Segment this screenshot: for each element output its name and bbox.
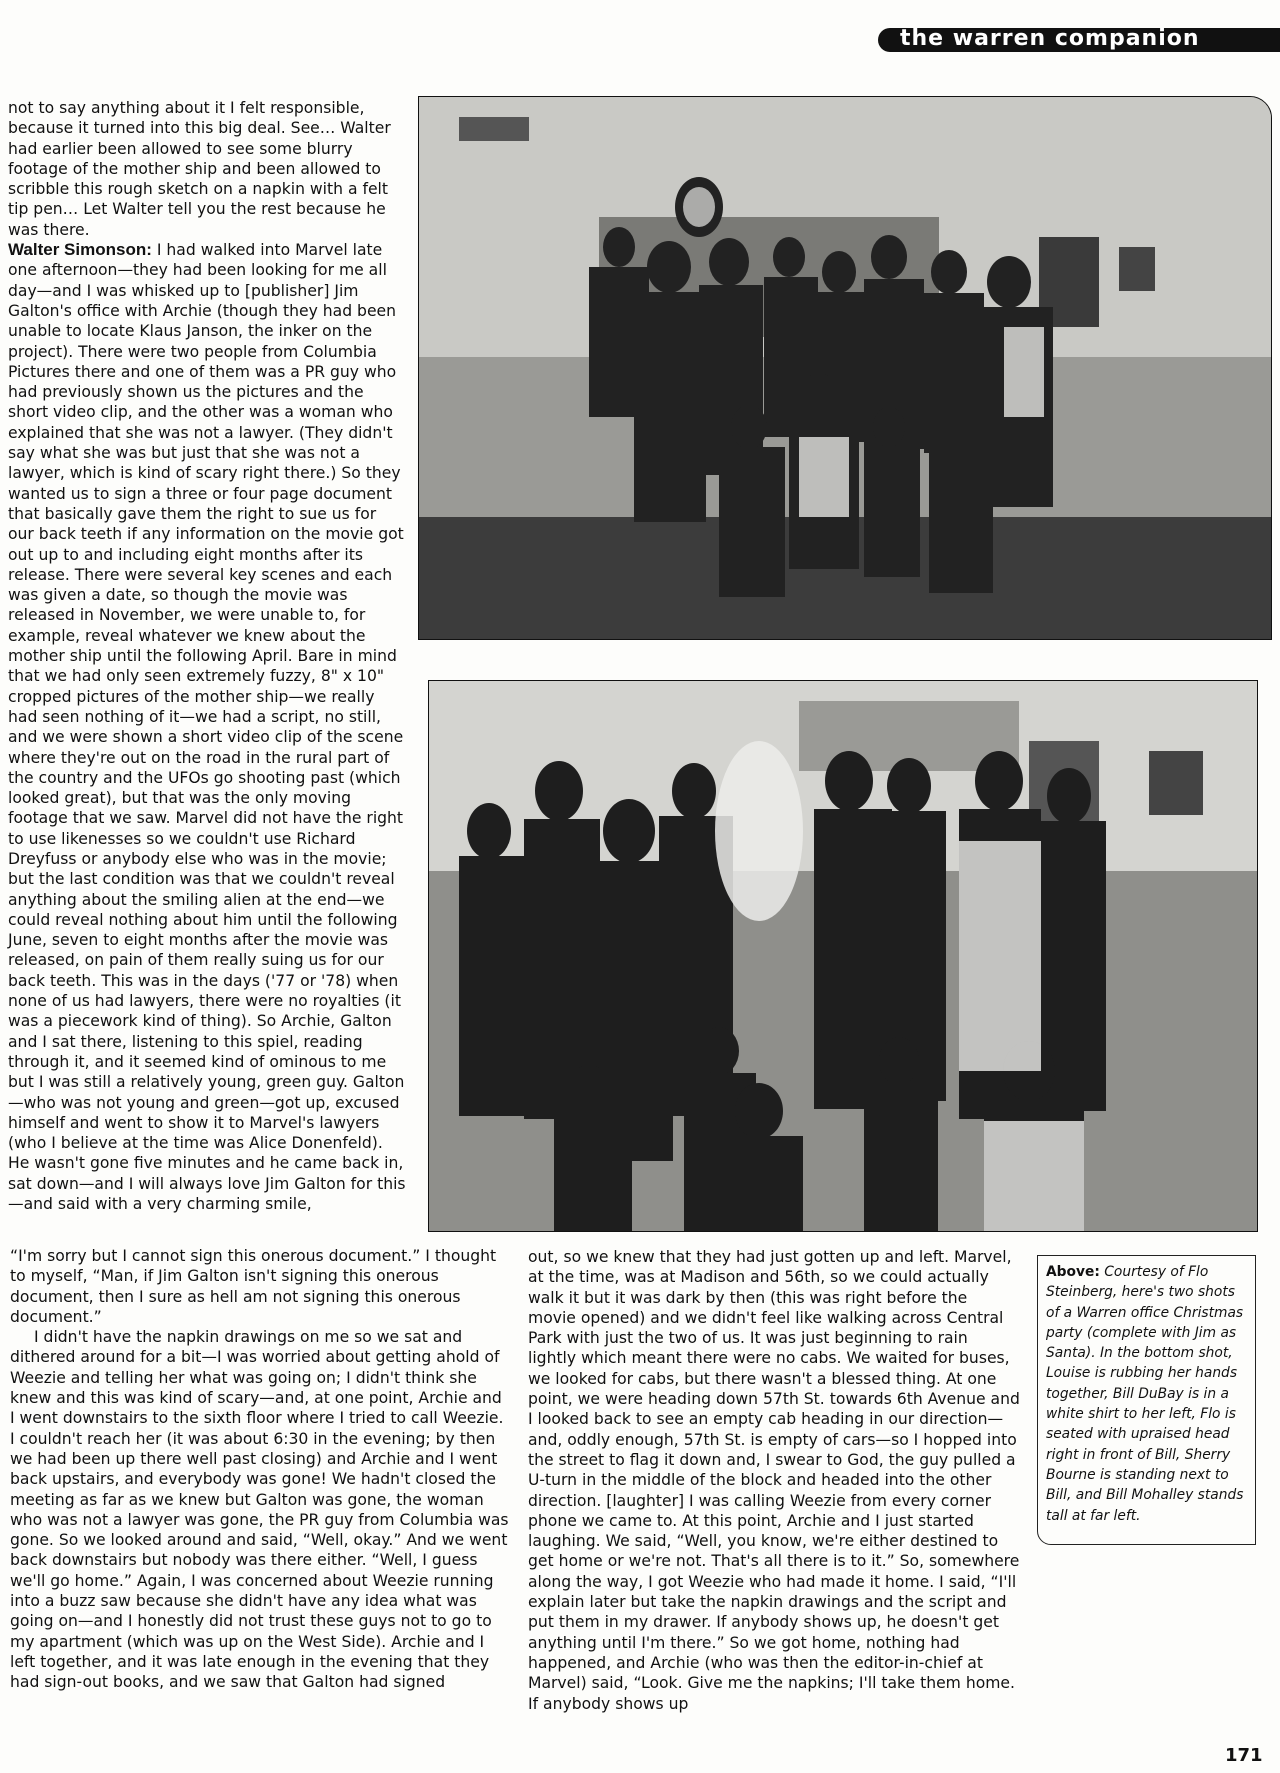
speech-paragraph [8, 240, 406, 1214]
column-2 [528, 1247, 1020, 1714]
column-1-top [8, 98, 406, 1214]
photo-christmas-party-top [418, 96, 1272, 640]
intro-paragraph: not to say anything about it I felt responsible, because it turned into this big deal. See… Walter had earlier been allowed to see some blurry footage of the mother ship and been allowed to scribble this rough sketch on a napkin with a felt tip pen… Let Walter tell you the rest because he was there. [8, 99, 391, 239]
running-header: the warren companion [900, 26, 1200, 51]
page-number: 171 [1225, 1745, 1263, 1766]
photo-caption [1037, 1255, 1256, 1545]
quote-paragraph: “I'm sorry but I cannot sign this onerous document.” I thought to myself, “Man, if Jim Galton isn't signing this onerous document, then I sure as hell am not signing this onerous document.” [10, 1247, 497, 1326]
photo-christmas-party-bottom [428, 680, 1258, 1232]
continuation-paragraph: out, so we knew that they had just gotten up and left. Marvel, at the time, was at Madison and 56th, so we could actually walk it but it was dark by then (this was right before the movie opened) and we didn't feel like walking across Central Park with just the two of us. It was just beginning to rain lightly which meant there were no cabs. We waited for buses, we looked for cabs, but there wasn't a blessed thing. At one point, we were heading down 57th St. towards 6th Avenue and I looked back to see an empty cab heading in our direction—and, oddly enough, 57th St. is empty of cars—so I hopped into the street to flag it down and, I swear to God, the guy pulled a U-turn in the middle of the block and headed into the other direction. [laughter] I was calling Weezie from every corner phone we came to. At this point, Archie and I just started laughing. We said, “Well, you know, we're either destined to get home or we're not. That's all there is to it.” So, somewhere along the way, I got Weezie who had made it home. I said, “I'll explain later but take the napkin drawings and the script and put them in my drawer. If anybody shows up, he doesn't get anything until I'm there.” So we got home, nothing had happened, and Archie (who was then the editor-in-chief at Marvel) said, “Look. Give me the napkins; I'll take them home. If anybody shows up [528, 1248, 1020, 1713]
speaker-name: Walter Simonson: [8, 240, 152, 260]
caption-label: Above: [1046, 1264, 1100, 1280]
napkin-paragraph: I didn't have the napkin drawings on me so we sat and dithered around for a bit—I was worried about getting ahold of Weezie and telling her what was going on; I didn't think she knew and this was kind of scary—and, at one point, Archie and I went downstairs to the sixth floor where I tried to call Weezie. I couldn't reach her (it was about 6:30 in the evening; by then we had been up there well past closing) and Archie and I went back upstairs, and everybody was gone! We hadn't closed the meeting as far as we knew but Galton was gone, the woman who was not a lawyer was gone, the PR guy from Columbia was gone. So we looked around and said, “Well, okay.” And we went back downstairs but nobody was there either. “Well, I guess we'll go home.” Again, I was concerned about Weezie running into a buzz saw because she didn't have any idea what was going on—and I honestly did not trust these guys not to go to my apartment (which was up on the West Side). Archie and I left together, and it was late enough in the evening that they had sign-out books, and we saw that Galton had signed [10, 1328, 509, 1692]
column-1-bottom [10, 1246, 510, 1693]
caption-text: Courtesy of Flo Steinberg, here's two shots of a Warren office Christmas party (complete with Jim as Santa). In the bottom shot, Louise is rubbing her hands together, Bill DuBay is in a white shirt to her left, Flo is seated with upraised head right in front of Bill, Sherry Bourne is standing next to Bill, and Bill Mohalley stands tall at far left. [1046, 1264, 1244, 1524]
speech-text: I had walked into Marvel late one afternoon—they had been looking for me all day—and I was whisked up to [publisher] Jim Galton's office with Archie (though they had been unable to locate Klaus Janson, the inker on the project). There were two people from Columbia Pictures there and one of them was a PR guy who had previously shown us the pictures and the short video clip, and the other was a woman who explained that she was not a lawyer. (They didn't say what she was but just that she was not a lawyer, which is kind of scary right there.) So they wanted us to sign a three or four page document that basically gave them the right to sue us for our back teeth if any information on the movie got out up to and including eight months after its release. There were several key scenes and each was given a date, so though the movie was released in November, we were unable to, for example, reveal whatever we knew about the mother ship until the following April. Bare in mind that we had only seen extremely fuzzy, 8" x 10" cropped pictures of the mother ship—we really had seen nothing of it—we had a script, no still, and we were shown a short video clip of the scene where they're out on the road in the rural part of the country and the UFOs go shooting past (which looked great), but that was the only moving footage that we saw. Marvel did not have the right to use likenesses so we couldn't use Richard Dreyfuss or anybody else who was in the movie; but the last condition was that we couldn't reveal anything about the smiling alien at the end—we could reveal nothing about him until the following June, seven to eight months after the movie was released, on pain of them really suing us for our back teeth. This was in the days ('77 or '78) when none of us had lawyers, there were no royalties (it was a piecework kind of thing). So Archie, Galton and I sat there, listening to this spiel, reading through it, and it seemed kind of ominous to me but I was still a relatively young, green guy. Galton—who was not young and green—got up, excused himself and went to show it to Marvel's lawyers (who I believe at the time was Alice Donenfeld). He wasn't gone five minutes and he came back in, sat down—and I will always love Jim Galton for this—and said with a very charming smile, [8, 241, 406, 1214]
